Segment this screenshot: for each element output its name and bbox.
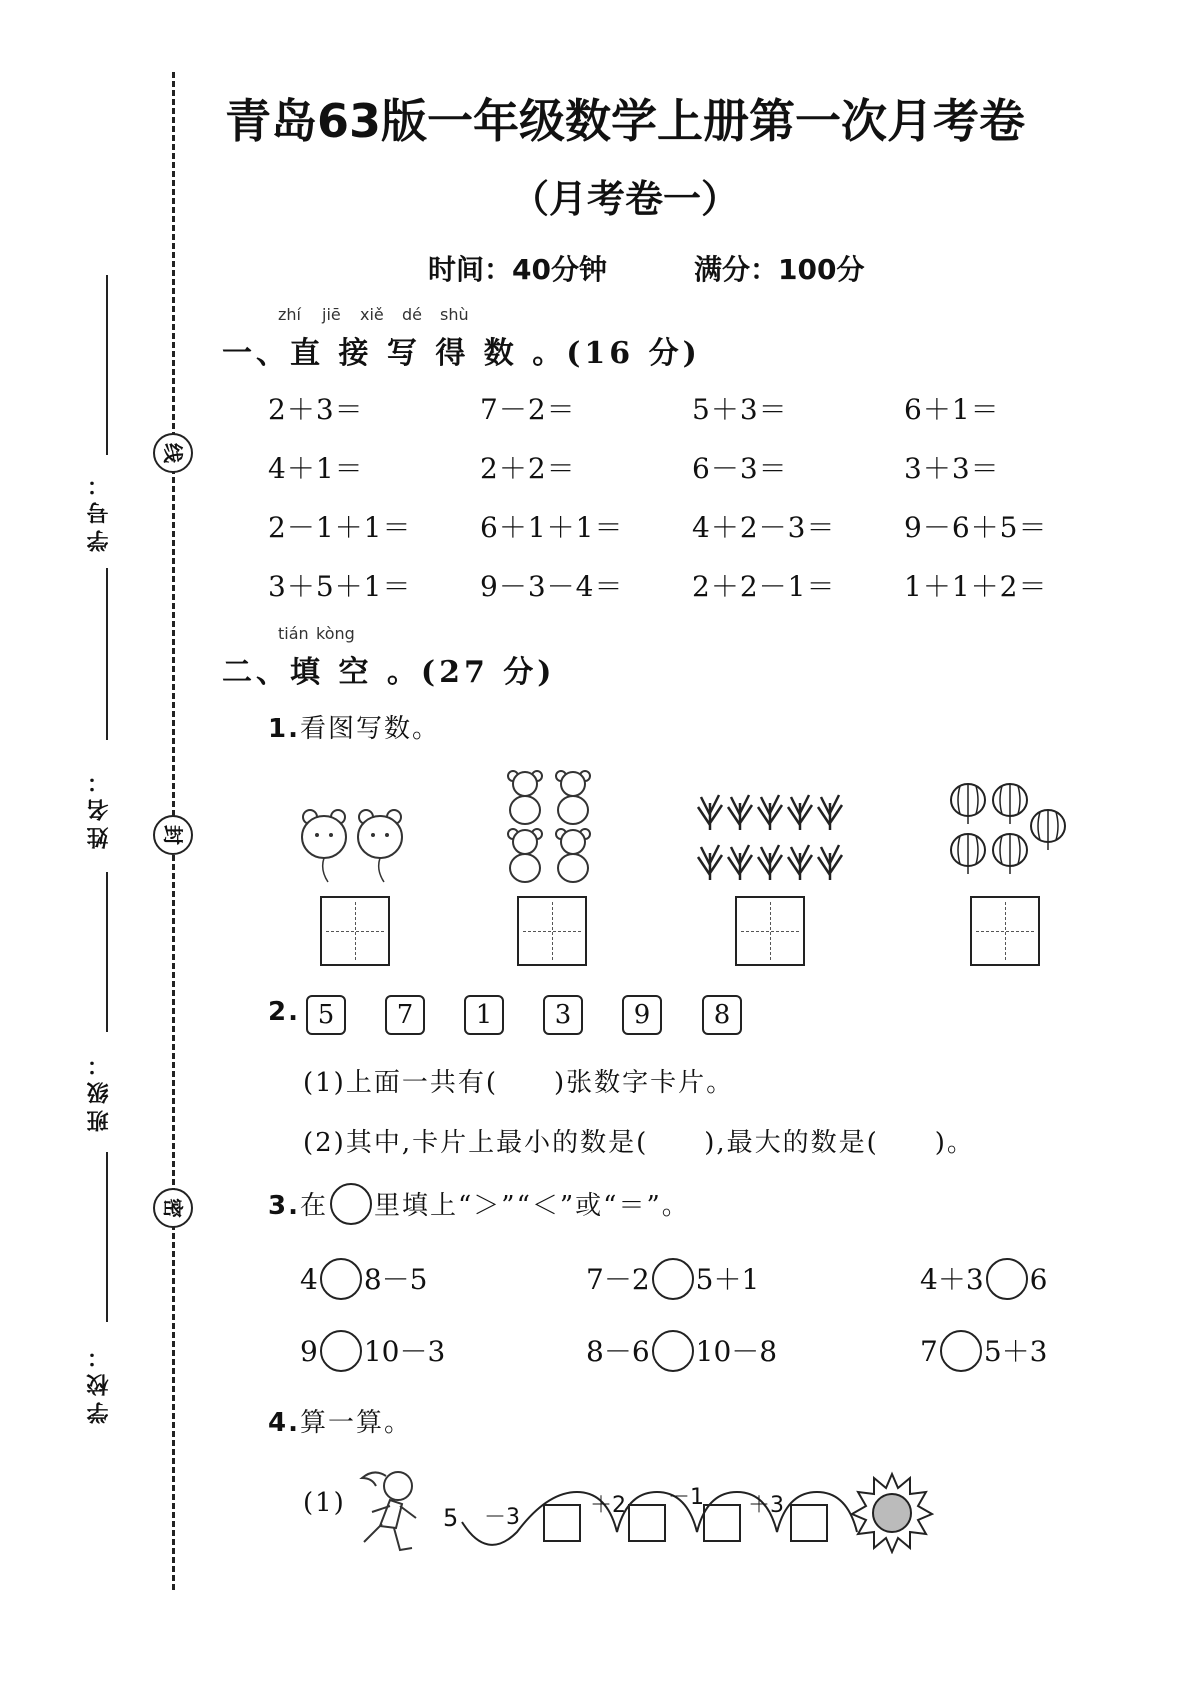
- teddy-bears-picture: [505, 768, 601, 886]
- equation: 6－3＝: [692, 452, 788, 485]
- page-subtitle: （月考卷一）: [510, 177, 739, 221]
- start-number: 5: [443, 1504, 459, 1532]
- answer-box[interactable]: [628, 1504, 666, 1542]
- equation: 9－6＋5＝: [904, 511, 1048, 544]
- number-card: 3: [543, 995, 583, 1035]
- equation: 3＋5＋1＝: [268, 570, 412, 603]
- pinyin-shu: shù: [440, 305, 469, 324]
- operation-label: －3: [484, 1505, 520, 1530]
- equation: 2＋3＝: [268, 393, 364, 426]
- equation: 4＋2－3＝: [692, 511, 836, 544]
- comparison-item: 4 8－5: [300, 1258, 427, 1303]
- q4-prompt: [268, 1402, 412, 1439]
- equation: 6＋1＝: [904, 393, 1000, 426]
- lanterns-picture: [948, 778, 1068, 882]
- comparison-item: 4＋3 6: [920, 1258, 1047, 1303]
- equation: 7－2＝: [480, 393, 576, 426]
- comparison-item: 7 5＋3: [920, 1330, 1047, 1375]
- q1-prompt: [268, 708, 440, 745]
- time-limit: 时间：40分钟: [428, 253, 607, 286]
- answer-circle[interactable]: [320, 1330, 362, 1372]
- pinyin-tian: tián: [278, 624, 309, 643]
- equation: 4＋1＝: [268, 452, 364, 485]
- seal-xian: 线: [153, 433, 193, 473]
- number-card: 7: [385, 995, 425, 1035]
- pinyin-de: dé: [402, 305, 422, 324]
- seal-feng: 封: [153, 815, 193, 855]
- answer-box[interactable]: [703, 1504, 741, 1542]
- q3-prompt: 3.在 里填上“＞”“＜”或“＝”。: [268, 1185, 690, 1228]
- comparison-circle-icon: [330, 1183, 372, 1225]
- q3-number: 3.: [268, 1191, 300, 1221]
- equation: 2－1＋1＝: [268, 511, 412, 544]
- student-number-blank[interactable]: [106, 275, 108, 455]
- balloon-bears-picture: [298, 805, 414, 885]
- number-card: 8: [702, 995, 742, 1035]
- answer-circle[interactable]: [940, 1330, 982, 1372]
- equation: 1＋1＋2＝: [904, 570, 1048, 603]
- number-card: 9: [622, 995, 662, 1035]
- q2-sub2: (2)其中,卡片上最小的数是( ),最大的数是( )。: [303, 1128, 975, 1158]
- pinyin-xie: xiě: [360, 305, 384, 324]
- answer-box[interactable]: [543, 1504, 581, 1542]
- comparison-item: 8－6 10－8: [586, 1330, 777, 1375]
- equation: 6＋1＋1＝: [480, 511, 624, 544]
- answer-box[interactable]: [790, 1504, 828, 1542]
- answer-box-corn[interactable]: [735, 896, 805, 966]
- school-blank[interactable]: [106, 1152, 108, 1322]
- class-label: 班级：: [87, 1048, 112, 1132]
- section2-heading: 二、填 空 。(27 分): [222, 655, 556, 690]
- student-name-blank[interactable]: [106, 568, 108, 740]
- comparison-item: 7－2 5＋1: [586, 1258, 759, 1303]
- answer-circle[interactable]: [652, 1330, 694, 1372]
- pinyin-jie: jiē: [322, 305, 341, 324]
- class-blank[interactable]: [106, 872, 108, 1032]
- answer-box-lanterns[interactable]: [970, 896, 1040, 966]
- q4-text: 算一算。: [299, 1408, 412, 1438]
- answer-circle[interactable]: [652, 1258, 694, 1300]
- equation: 2＋2－1＝: [692, 570, 836, 603]
- equation: 3＋3＝: [904, 452, 1000, 485]
- equation: 2＋2＝: [480, 452, 576, 485]
- comparison-item: 9 10－3: [300, 1330, 445, 1375]
- answer-circle[interactable]: [320, 1258, 362, 1300]
- q1-text: 看图写数。: [299, 714, 440, 744]
- section1-heading: 一、直 接 写 得 数 。(16 分): [222, 336, 701, 371]
- number-card: 5: [306, 995, 346, 1035]
- pinyin-kong: kòng: [316, 624, 355, 643]
- q2-sub1: (1)上面一共有( )张数字卡片。: [303, 1068, 735, 1098]
- student-number-label: 学号：: [87, 468, 112, 552]
- answer-box-balloons[interactable]: [320, 896, 390, 966]
- q4-number: 4.: [268, 1408, 300, 1438]
- answer-box-bears[interactable]: [517, 896, 587, 966]
- q1-number: 1.: [268, 714, 300, 744]
- operation-label: ＋2: [590, 1493, 626, 1518]
- equation: 5＋3＝: [692, 393, 788, 426]
- operation-label: －1: [668, 1485, 704, 1510]
- equation: 9－3－4＝: [480, 570, 624, 603]
- running-child-icon: [350, 1462, 440, 1556]
- full-score: 满分：100分: [694, 253, 865, 286]
- pinyin-zhi: zhí: [278, 305, 301, 324]
- seal-mi: 密: [153, 1188, 193, 1228]
- school-label: 学校：: [87, 1340, 112, 1424]
- q2-number: 2.: [268, 997, 300, 1027]
- answer-circle[interactable]: [986, 1258, 1028, 1300]
- q4-sub1: (1): [303, 1488, 346, 1518]
- corn-plants-picture: [695, 785, 845, 885]
- page-title: 青岛63版一年级数学上册第一次月考卷: [224, 94, 1025, 148]
- student-name-label: 姓名：: [87, 765, 112, 849]
- operation-label: ＋3: [748, 1493, 784, 1518]
- sun-icon: [850, 1470, 934, 1554]
- number-card: 1: [464, 995, 504, 1035]
